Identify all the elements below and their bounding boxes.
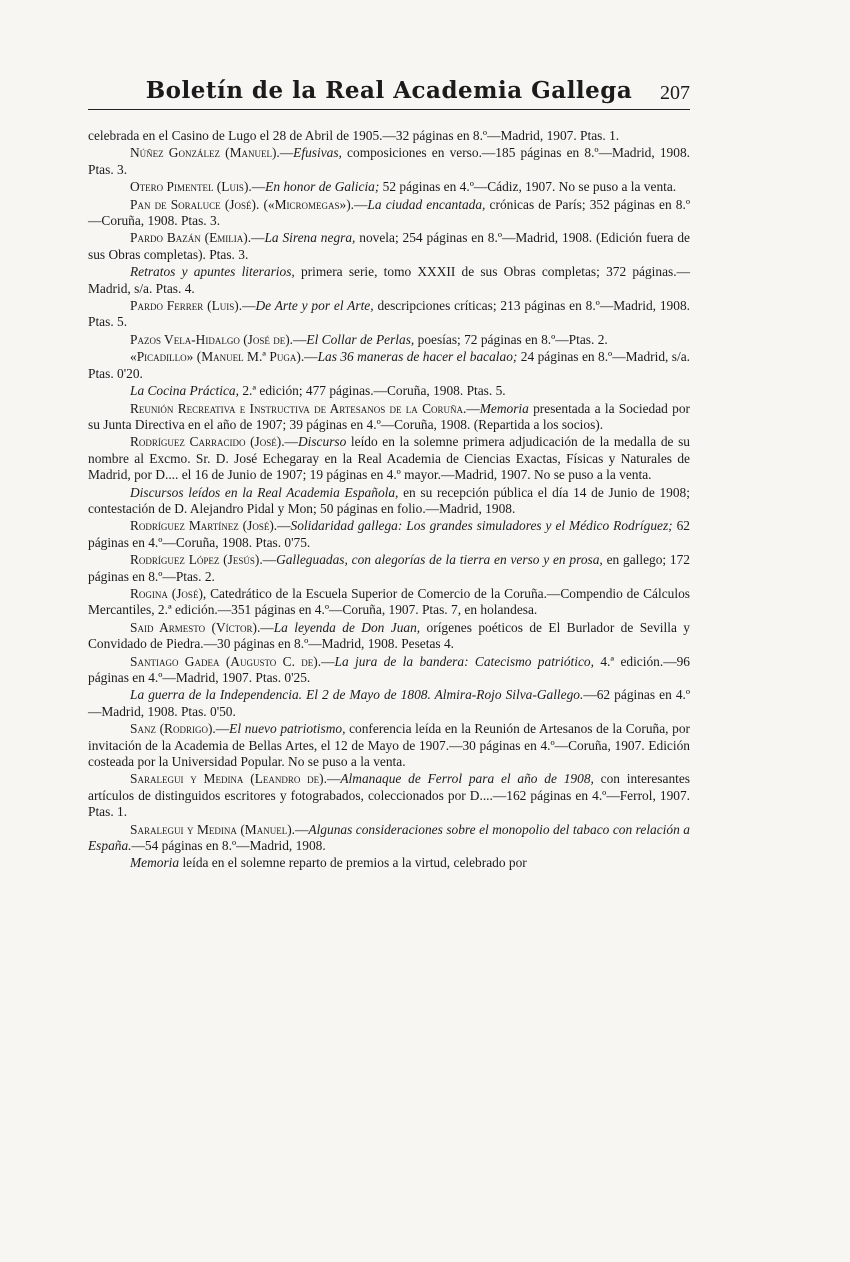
entry-details: novela; 254 páginas en 8.º—Madrid, 1908. (Edición fuera de sus Obras completas). Ptas. 3. (88, 230, 690, 262)
bibliography-entry (88, 485, 690, 518)
entry-title: La leyenda de Don Juan, (273, 619, 421, 635)
entry-details: presentada a la Sociedad por su Junta Directiva en el año de 1907; 39 páginas en 4.º—Coruña, 1908. (Repartida a los socios). (88, 400, 691, 432)
bibliography-entry (88, 586, 690, 619)
entry-author: Pardo Ferrer (Luis).— (130, 298, 256, 314)
entry-title: En honor de Galicia; (265, 179, 380, 195)
entry-author: Núñez González (Manuel).— (130, 145, 294, 161)
entry-details: leído en la solemne primera adjudicación de la medalla de su nombre al Excmo. Sr. D. José Echegaray en la Real Academia de Ciencias Exactas, Físicas y Naturales de Madrid, por D.... el 16 de Junio de 1907; 19 páginas en 4.º mayor.—Madrid, 1907. No se puso a la venta. (88, 434, 690, 483)
bibliography-entry (88, 230, 690, 263)
entry-details: en su recepción pública el día 14 de Junio de 1908; contestación de D. Alejandro Pidal y Mon; 50 páginas en folio.—Madrid, 1908. (88, 484, 690, 516)
entry-title: La ciudad encantada, (367, 196, 486, 212)
bibliography-entry (88, 264, 690, 297)
entry-title: Solidaridad gallega: Los grandes simuladores y el Médico Rodríguez; (290, 518, 673, 534)
entry-author: Pan de Soraluce (José). («Micromegas»).— (130, 196, 368, 212)
entry-details: —62 páginas en 4.º—Madrid, 1908. Ptas. 0'50. (88, 687, 691, 719)
bibliography-entry (88, 620, 690, 653)
bibliography-entry (88, 128, 690, 144)
bibliography-entry (88, 349, 690, 382)
entry-title: Discursos leídos en la Real Academia Española, (130, 484, 399, 500)
bibliography-entry (88, 654, 690, 687)
entry-author: Saralegui y Medina (Manuel).— (130, 821, 309, 837)
entry-title: La Sirena negra, (264, 230, 356, 246)
bibliography-list (88, 128, 690, 873)
entry-details: 2.ª edición; 477 páginas.—Coruña, 1908. Ptas. 5. (238, 383, 506, 399)
bibliography-entry (88, 298, 690, 331)
entry-details: Catedrático de la Escuela Superior de Comercio de la Coruña.—Compendio de Cálculos Mercantiles, 2.ª edición.—351 páginas en 4.º—Coruña, 1907. Ptas. 7, en holandesa. (88, 585, 690, 618)
entry-author: Pardo Bazán (Emilia).— (130, 230, 265, 246)
bibliography-entry (88, 434, 690, 483)
entry-title: El Collar de Perlas, (306, 331, 415, 347)
entry-author: Rodríguez Martínez (José).— (130, 518, 291, 534)
bibliography-entry (88, 197, 690, 230)
bibliography-entry (88, 401, 690, 434)
entry-title: Galleguadas, con alegorías de la tierra en verso y en prosa, (276, 552, 603, 568)
entry-title: Almanaque de Ferrol para el año de 1908, (340, 771, 594, 787)
entry-details: descripciones críticas; 213 páginas en 8.º—Madrid, 1908. Ptas. 5. (88, 298, 690, 330)
entry-title: Retratos y apuntes literarios, (130, 264, 295, 280)
bibliography-entry (88, 552, 690, 585)
entry-title: El nuevo patriotismo, (229, 721, 346, 737)
entry-title: Discurso (297, 434, 347, 450)
entry-title: Las 36 maneras de hacer el bacalao; (317, 349, 518, 365)
entry-title: Memoria (479, 400, 529, 416)
entry-title: Memoria (130, 855, 180, 871)
entry-author: Pazos Vela-Hidalgo (José de).— (130, 331, 307, 347)
bibliography-entry (88, 332, 690, 348)
bibliography-entry (88, 179, 690, 195)
entry-author: Santiago Gadea (Augusto C. de).— (130, 653, 335, 669)
entry-title: De Arte y por el Arte, (255, 298, 374, 314)
entry-details: 4.ª edición.—96 páginas en 4.º—Madrid, 1907. Ptas. 0'25. (88, 653, 690, 685)
bibliography-entry (88, 518, 690, 551)
running-header (88, 76, 690, 112)
entry-title: Algunas consideraciones sobre el monopolio del tabaco con relación a España. (88, 821, 690, 854)
entry-author: «Picadillo» (Manuel M.ª Puga).— (130, 349, 318, 365)
entry-author: Rogina (José), (130, 585, 207, 601)
entry-details: poesías; 72 páginas en 8.º—Ptas. 2. (414, 331, 608, 347)
bibliography-entry (88, 771, 690, 820)
bibliography-entry (88, 855, 690, 871)
bibliography-entry (88, 822, 690, 855)
entry-details: 24 páginas en 8.º—Madrid, s/a. Ptas. 0'20. (88, 349, 691, 381)
bibliography-entry (88, 721, 690, 770)
entry-details: 52 páginas en 4.º—Cádiz, 1907. No se puso a la venta. (379, 179, 677, 195)
entry-title: La jura de la bandera: Catecismo patriótico, (334, 653, 594, 669)
entry-details: 62 páginas en 4.º—Coruña, 1908. Ptas. 0'75. (88, 518, 690, 550)
bibliography-entry (88, 383, 690, 399)
entry-details: en gallego; 172 páginas en 8.º—Ptas. 2. (88, 552, 690, 584)
entry-title: Efusivas, (293, 145, 342, 161)
header-rule (88, 109, 690, 110)
page-number: 207 (660, 82, 690, 104)
entry-details: leída en el solemne reparto de premios a la virtud, celebrado por (179, 855, 527, 871)
entry-details: crónicas de París; 352 páginas en 8.º—Coruña, 1908. Ptas. 3. (88, 196, 690, 229)
entry-author: Otero Pimentel (Luis).— (130, 179, 266, 195)
entry-details: orígenes poéticos de El Burlador de Sevilla y Convidado de Piedra.—30 páginas en 8.º—Madrid, 1908. Pesetas 4. (88, 619, 691, 652)
entry-details: —54 páginas en 8.º—Madrid, 1908. (131, 838, 326, 854)
bibliography-entry (88, 145, 690, 178)
entry-author: Sanz (Rodrigo).— (130, 721, 230, 737)
entry-details: con interesantes artículos de distinguidos escritores y fotograbados, coleccionados por D....—162 páginas en 4.º—Ferrol, 1907. Ptas. 1. (88, 771, 691, 820)
entry-author: Said Armesto (Víctor).— (130, 619, 274, 635)
entry-author: Saralegui y Medina (Leandro de).— (130, 771, 341, 787)
entry-author: Rodríguez Carracido (José).— (130, 434, 298, 450)
entry-details: composiciones en verso.—185 páginas en 8.º—Madrid, 1908. Ptas. 3. (88, 145, 690, 177)
entry-author: Rodríguez López (Jesús).— (130, 552, 277, 568)
entry-details: celebrada en el Casino de Lugo el 28 de Abril de 1905.—32 páginas en 8.º—Madrid, 1907. Ptas. 1. (88, 128, 620, 143)
entry-title: La guerra de la Independencia. El 2 de Mayo de 1808. Almira-Rojo Silva-Gallego. (130, 687, 584, 703)
entry-details: primera serie, tomo XXXII de sus Obras completas; 372 páginas.—Madrid, s/a. Ptas. 4. (88, 264, 690, 296)
entry-details: conferencia leída en la Reunión de Artesanos de la Coruña, por invitación de la Academia de Bellas Artes, el 12 de Mayo de 1907.—30 páginas en 4.º—Coruña, 1907. Edición costeada por la Universidad Popular. No se puso a la venta. (88, 721, 690, 770)
bibliography-entry (88, 687, 690, 720)
journal-title: Boletín de la Real Academia Gallega (145, 77, 633, 104)
entry-title: La Cocina Práctica, (130, 383, 239, 399)
entry-author: Reunión Recreativa e Instructiva de Artesanos de la Coruña.— (130, 400, 480, 416)
